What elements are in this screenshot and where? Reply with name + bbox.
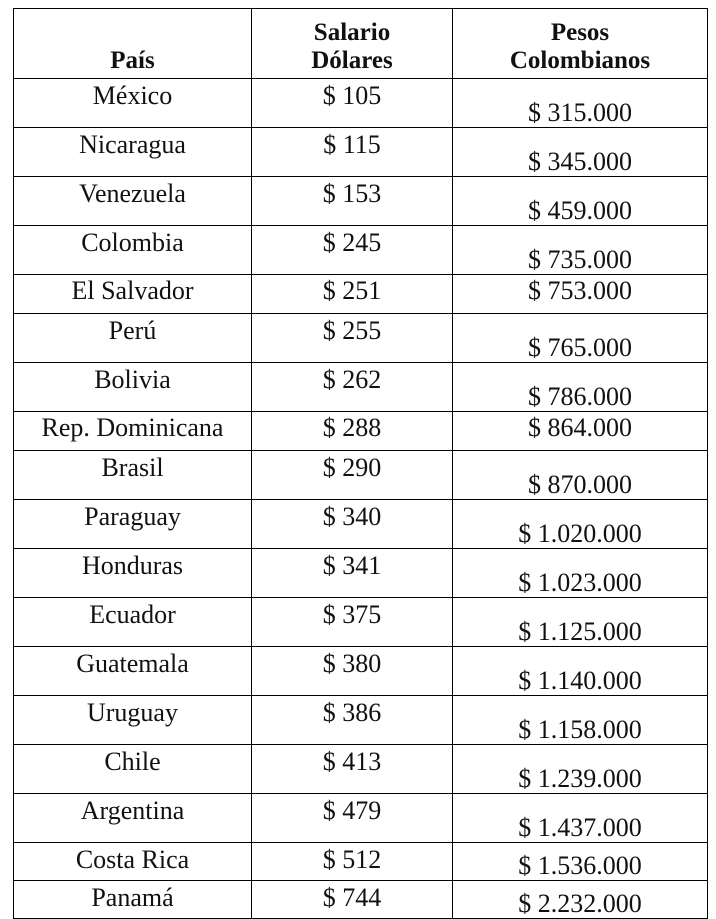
usd-cell: $ 512 xyxy=(252,843,453,881)
table-body xyxy=(14,79,708,919)
usd-cell: $ 386 xyxy=(252,696,453,745)
table-row xyxy=(14,314,708,363)
usd-cell: $ 262 xyxy=(252,363,453,412)
country-cell: México xyxy=(14,79,252,128)
table-row xyxy=(14,647,708,696)
cop-cell: $ 1.140.000 xyxy=(453,647,708,696)
table-row xyxy=(14,881,708,919)
country-cell: Guatemala xyxy=(14,647,252,696)
country-cell: Bolivia xyxy=(14,363,252,412)
caption-cutoff xyxy=(0,852,716,858)
usd-cell: $ 115 xyxy=(252,128,453,177)
country-cell: Paraguay xyxy=(14,500,252,549)
country-cell: Chile xyxy=(14,745,252,794)
country-cell: El Salvador xyxy=(14,275,252,314)
country-cell: Uruguay xyxy=(14,696,252,745)
cop-cell: $ 765.000 xyxy=(453,314,708,363)
country-cell: Ecuador xyxy=(14,598,252,647)
cop-cell: $ 315.000 xyxy=(453,79,708,128)
country-cell: Costa Rica xyxy=(14,843,252,881)
header-row xyxy=(14,9,708,79)
cop-cell: $ 1.536.000 xyxy=(453,843,708,881)
cop-cell: $ 735.000 xyxy=(453,226,708,275)
country-cell: Rep. Dominicana xyxy=(14,412,252,451)
header-country xyxy=(14,9,252,79)
usd-cell: $ 153 xyxy=(252,177,453,226)
cop-cell: $ 864.000 xyxy=(453,412,708,451)
cop-cell: $ 1.125.000 xyxy=(453,598,708,647)
header-cop-line2: Colombianos xyxy=(509,47,651,75)
cop-cell: $ 2.232.000 xyxy=(453,881,708,919)
table-row xyxy=(14,843,708,881)
cop-cell: $ 1.158.000 xyxy=(453,696,708,745)
table-row xyxy=(14,177,708,226)
table-row xyxy=(14,500,708,549)
country-cell: Brasil xyxy=(14,451,252,500)
usd-cell: $ 245 xyxy=(252,226,453,275)
usd-cell: $ 380 xyxy=(252,647,453,696)
usd-cell: $ 105 xyxy=(252,79,453,128)
table-row xyxy=(14,226,708,275)
country-cell: Perú xyxy=(14,314,252,363)
cop-cell: $ 459.000 xyxy=(453,177,708,226)
cop-cell: $ 345.000 xyxy=(453,128,708,177)
usd-cell: $ 288 xyxy=(252,412,453,451)
cop-cell: $ 1.437.000 xyxy=(453,794,708,843)
usd-cell: $ 340 xyxy=(252,500,453,549)
cop-cell: $ 1.239.000 xyxy=(453,745,708,794)
country-cell: Panamá xyxy=(14,881,252,919)
table-row xyxy=(14,275,708,314)
table-row xyxy=(14,412,708,451)
table-row xyxy=(14,598,708,647)
table-row xyxy=(14,794,708,843)
usd-cell: $ 744 xyxy=(252,881,453,919)
country-cell: Colombia xyxy=(14,226,252,275)
table-row xyxy=(14,128,708,177)
header-cop-line1: Pesos xyxy=(550,18,610,46)
usd-cell: $ 255 xyxy=(252,314,453,363)
header-country-label: País xyxy=(110,47,155,75)
header-usd xyxy=(252,9,453,79)
cop-cell: $ 1.023.000 xyxy=(453,549,708,598)
usd-cell: $ 479 xyxy=(252,794,453,843)
cop-cell: $ 1.020.000 xyxy=(453,500,708,549)
table-row xyxy=(14,451,708,500)
cop-cell: $ 870.000 xyxy=(453,451,708,500)
table-row xyxy=(14,745,708,794)
usd-cell: $ 290 xyxy=(252,451,453,500)
header-cop xyxy=(453,9,708,79)
usd-cell: $ 375 xyxy=(252,598,453,647)
country-cell: Argentina xyxy=(14,794,252,843)
table-row xyxy=(14,363,708,412)
usd-cell: $ 341 xyxy=(252,549,453,598)
header-usd-line1: Salario xyxy=(313,18,391,46)
cop-cell: $ 786.000 xyxy=(453,363,708,412)
country-cell: Venezuela xyxy=(14,177,252,226)
usd-cell: $ 251 xyxy=(252,275,453,314)
salary-table xyxy=(13,8,708,919)
header-usd-line2: Dólares xyxy=(311,47,393,75)
country-cell: Nicaragua xyxy=(14,128,252,177)
table-row xyxy=(14,696,708,745)
country-cell: Honduras xyxy=(14,549,252,598)
usd-cell: $ 413 xyxy=(252,745,453,794)
table-row xyxy=(14,79,708,128)
table-row xyxy=(14,549,708,598)
cop-cell: $ 753.000 xyxy=(453,275,708,314)
